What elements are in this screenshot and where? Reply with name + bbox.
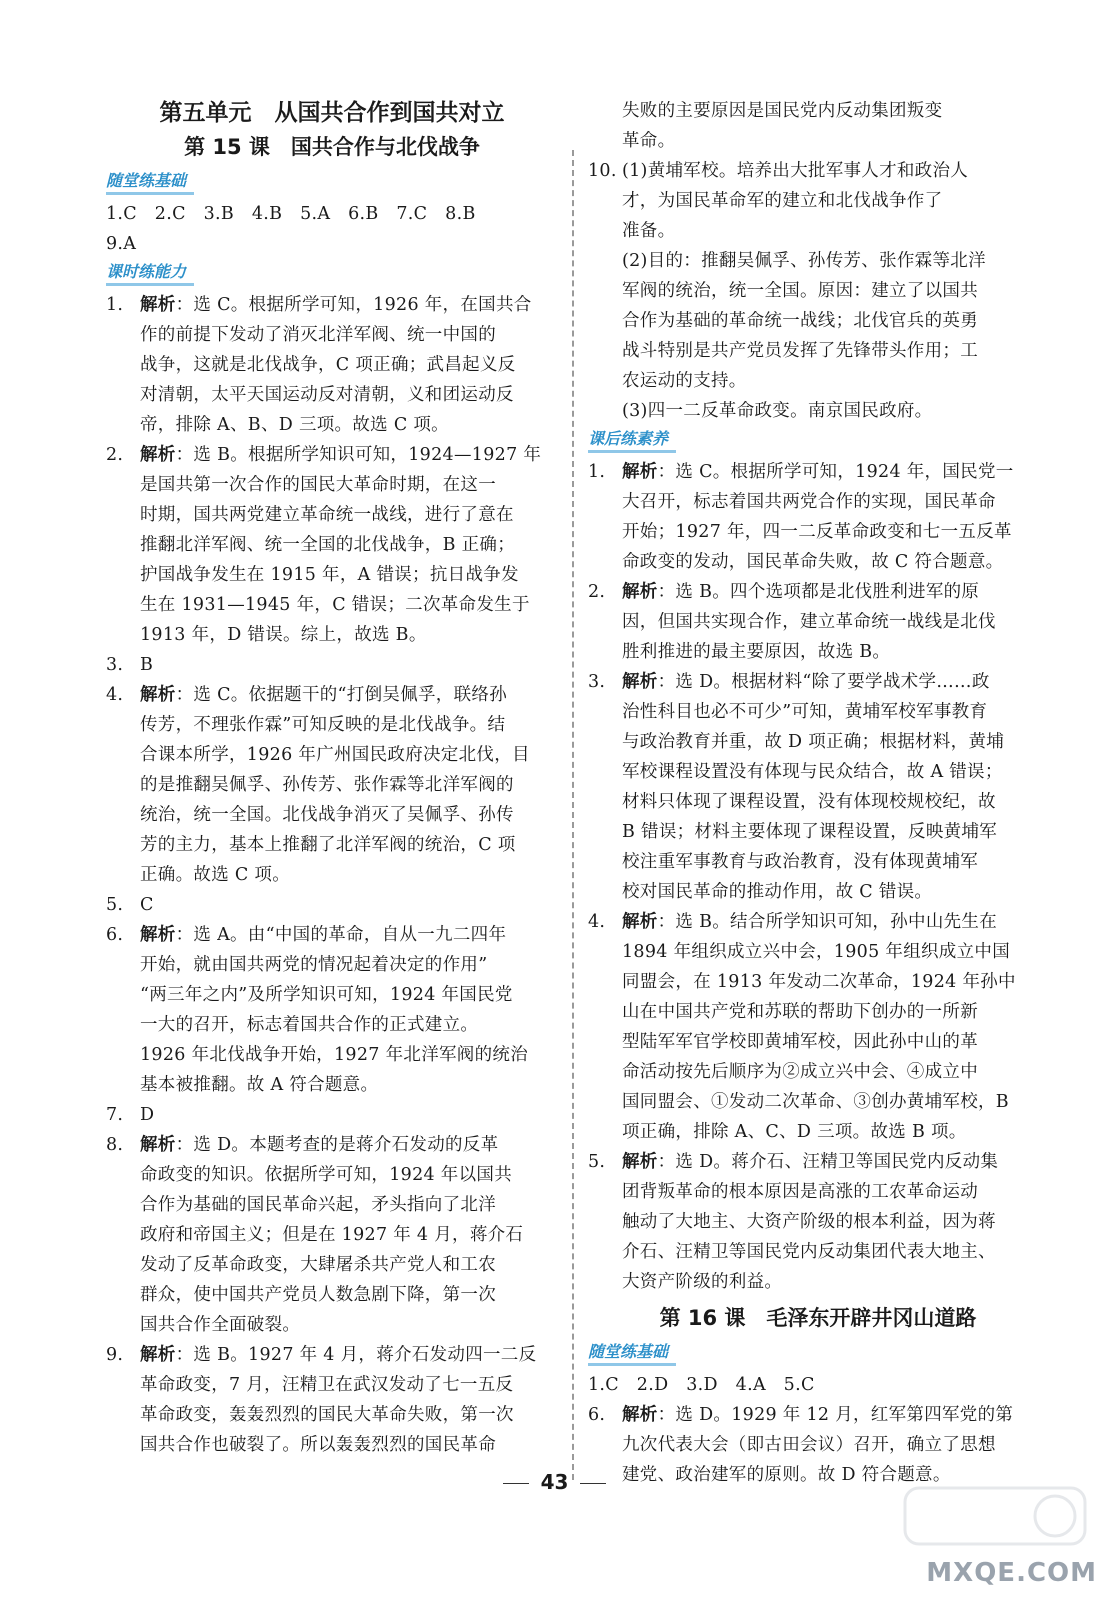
item-text-line: 革命政变，轰轰烈烈的国民大革命失败，第一次: [140, 1405, 514, 1425]
item-number: 6.: [106, 925, 124, 945]
answer-item: [106, 650, 558, 680]
analysis-label: 解析: [140, 445, 176, 465]
answer-item: [588, 1147, 1048, 1177]
item-text-line: 革命政变，7 月，汪精卫在武汉发动了七一五反: [140, 1375, 514, 1395]
answer-item: [106, 1100, 558, 1130]
item-number: 3.: [588, 672, 606, 692]
analysis-label: 解析: [140, 925, 176, 945]
item-text: ：选 D。本题考查的是蒋介石发动的反革: [175, 1135, 499, 1155]
item-text-line: 生在 1931—1945 年，C 错误；二次革命发生于: [140, 595, 530, 615]
continued-line: 革命。: [622, 131, 676, 151]
answer-item: [106, 290, 558, 320]
analysis-label: 解析: [622, 462, 658, 482]
item-text-line: 准备。: [622, 221, 676, 241]
item-text-line: 基本被推翻。故 A 符合题意。: [140, 1075, 379, 1095]
item-text-line: 芳的主力，基本上推翻了北洋军阀的统治，C 项: [140, 835, 516, 855]
item-text-line: 大召开，标志着国共两党合作的实现，国民革命: [622, 492, 996, 512]
item-text-line: 项正确，排除 A、C、D 三项。故选 B 项。: [622, 1122, 967, 1142]
item-number: 3.: [106, 655, 124, 675]
item-text-line: 正确。故选 C 项。: [140, 865, 291, 885]
answer-item: [588, 457, 1048, 487]
item-text-line: 统治，统一全国。北伐战争消灭了吴佩孚、孙传: [140, 805, 514, 825]
item-text-line: 开始；1927 年，四一二反革命政变和七一五反革: [622, 522, 1012, 542]
item-text: C: [140, 895, 154, 915]
item-text-line: 大资产阶级的利益。: [622, 1272, 783, 1292]
item-number: 7.: [106, 1105, 124, 1125]
item-text-line: 对清朝，太平天国运动反对清朝，义和团运动反: [140, 385, 514, 405]
item-text-line: 团背叛革命的根本原因是高涨的工农革命运动: [622, 1182, 978, 1202]
item-text-line: 山在中国共产党和苏联的帮助下创办的一所新: [622, 1002, 978, 1022]
item-text-line: 护国战争发生在 1915 年，A 错误；抗日战争发: [140, 565, 519, 585]
item-text-line: 推翻北洋军阀、统一全国的北伐战争，B 正确；: [140, 535, 516, 555]
item-text-line: 发动了反革命政变，大肆屠杀共产党人和工农: [140, 1255, 496, 1275]
item-text: ：选 C。根据所学可知，1926 年，在国共合: [175, 295, 532, 315]
item-text-line: 国共合作也破裂了。所以轰轰烈烈的国民革命: [140, 1435, 496, 1455]
answer-item: [106, 1340, 558, 1370]
item-text-line: 1913 年，D 错误。综上，故选 B。: [140, 625, 427, 645]
page-number: 43: [540, 1470, 569, 1494]
item-text-line: 军阀的统治，统一全国。原因：建立了以国共: [622, 281, 978, 301]
analysis-label: 解析: [622, 1152, 658, 1172]
item-text-line: 开始，就由国共两党的情况起着决定的作用”: [140, 955, 488, 975]
item-text-line: 传芳，不理张作霖”可知反映的是北伐战争。结: [140, 715, 506, 735]
item-number: 5.: [588, 1152, 606, 1172]
answer-item: [106, 890, 558, 920]
answer-item: [106, 440, 558, 470]
item-text-line: 帝，排除 A、B、D 三项。故选 C 项。: [140, 415, 449, 435]
answer-item: [106, 1130, 558, 1160]
item-text-line: 国共合作全面破裂。: [140, 1315, 301, 1335]
section-heading-ability-practice: 课时练能力: [106, 261, 194, 286]
item-number: 4.: [106, 685, 124, 705]
item-text: B: [140, 655, 154, 675]
item-text-line: “两三年之内”及所学知识可知，1924 年国民党: [140, 985, 513, 1005]
analysis-label: 解析: [140, 1345, 176, 1365]
analysis-label: 解析: [622, 1405, 658, 1425]
item-number: 5.: [106, 895, 124, 915]
item-text: D: [140, 1105, 155, 1125]
item-text-line: 国同盟会、①发动二次革命、③创办黄埔军校，B: [622, 1092, 1009, 1112]
item-text: ：选 C。根据所学可知，1924 年，国民党一: [657, 462, 1014, 482]
item-text-line: 治性科目也必不可少”可知，黄埔军校军事教育: [622, 702, 988, 722]
item-number: 1.: [588, 462, 606, 482]
item-number: 8.: [106, 1135, 124, 1155]
answer-item: [588, 667, 1048, 697]
item-text-line: 的是推翻吴佩孚、孙传芳、张作霖等北洋军阀的: [140, 775, 514, 795]
continued-line: 失败的主要原因是国民党内反动集团叛变: [622, 101, 943, 121]
analysis-label: 解析: [622, 672, 658, 692]
item-number: 2.: [588, 582, 606, 602]
item-number: 10.: [588, 161, 617, 181]
item-text: ：选 D。1929 年 12 月，红军第四军党的第: [657, 1405, 1014, 1425]
after-class-answers: [588, 457, 1048, 1297]
item-number: 2.: [106, 445, 124, 465]
footer-dash: [503, 1483, 529, 1484]
item-text-line: 军校课程设置没有体现与民众结合，故 A 错误；: [622, 762, 1003, 782]
footer-dash: [580, 1483, 606, 1484]
section-heading-basic-practice-16: 随堂练基础: [588, 1341, 676, 1366]
item-text-line: 建党、政治建军的原则。故 D 符合题意。: [622, 1465, 951, 1485]
item-text: ：选 D。蒋介石、汪精卫等国民党内反动集: [657, 1152, 999, 1172]
basic-practice-answers: [106, 199, 558, 259]
answer-item-10: [588, 156, 1048, 426]
ability-practice-answers: [106, 290, 558, 1460]
column-divider: [572, 150, 574, 1480]
item-text-line: 农运动的支持。: [622, 371, 747, 391]
item-text-line: 命政变的知识。依据所学可知，1924 年以国共: [140, 1165, 512, 1185]
right-column: [588, 96, 1048, 1490]
item-text: (1)黄埔军校。培养出大批军事人才和政治人: [622, 161, 969, 181]
item-text-line: (3)四一二反革命政变。南京国民政府。: [622, 401, 933, 421]
item-text: ：选 B。结合所学知识可知，孙中山先生在: [657, 912, 998, 932]
item-text-line: 因，但国共实现合作，建立革命统一战线是北伐: [622, 612, 996, 632]
item-text-line: 与政治教育并重，故 D 项正确；根据材料，黄埔: [622, 732, 1005, 752]
analysis-label: 解析: [622, 582, 658, 602]
analysis-label: 解析: [140, 295, 176, 315]
item-text-line: 1926 年北伐战争开始，1927 年北洋军阀的统治: [140, 1045, 528, 1065]
item-text-line: 战争，这就是北伐战争，C 项正确；武昌起义反: [140, 355, 516, 375]
item-text-line: 一大的召开，标志着国共合作的正式建立。: [140, 1015, 479, 1035]
item-text-line: 校注重军事教育与政治教育，没有体现黄埔军: [622, 852, 978, 872]
item-text-line: 材料只体现了课程设置，没有体现校规校纪，故: [622, 792, 996, 812]
answer-item: [106, 680, 558, 710]
item-text-line: 合作为基础的革命统一战线；北伐官兵的英勇: [622, 311, 978, 331]
watermark-text: MXQE.COM: [926, 1558, 1097, 1588]
lesson-16-title: 第 16 课 毛泽东开辟井冈山道路: [659, 1306, 977, 1330]
item-text: ：选 B。根据所学知识可知，1924—1927 年: [175, 445, 542, 465]
unit-title: 第五单元 从国共合作到国共对立: [159, 100, 505, 126]
analysis-label: 解析: [140, 685, 176, 705]
answer-line: 1.C 2.D 3.D 4.A 5.C: [588, 1375, 815, 1395]
item-text-line: 作的前提下发动了消灭北洋军阀、统一中国的: [140, 325, 496, 345]
item-text-line: 政府和帝国主义；但是在 1927 年 4 月，蒋介石: [140, 1225, 524, 1245]
item-text-line: 型陆军军官学校即黄埔军校，因此孙中山的革: [622, 1032, 978, 1052]
item-text-line: 九次代表大会（即古田会议）召开，确立了思想: [622, 1435, 996, 1455]
item-number: 4.: [588, 912, 606, 932]
answer-line: 9.A: [106, 234, 137, 254]
answer-item: [106, 920, 558, 950]
item-text: ：选 B。四个选项都是北伐胜利进军的原: [657, 582, 980, 602]
item-text-line: 触动了大地主、大资产阶级的根本利益，因为蒋: [622, 1212, 996, 1232]
item-text-line: 是国共第一次合作的国民大革命时期，在这一: [140, 475, 496, 495]
item-text-line: 同盟会，在 1913 年发动二次革命，1924 年孙中: [622, 972, 1016, 992]
item-text-line: (2)目的：推翻吴佩孚、孙传芳、张作霖等北洋: [622, 251, 986, 271]
item-text-line: B 错误；材料主要体现了课程设置，反映黄埔军: [622, 822, 998, 842]
left-column: [106, 96, 558, 1460]
analysis-label: 解析: [622, 912, 658, 932]
answer-item: [588, 577, 1048, 607]
item-text-line: 时期，国共两党建立革命统一战线，进行了意在: [140, 505, 514, 525]
item-text-line: 才，为国民革命军的建立和北伐战争作了: [622, 191, 943, 211]
item-text-line: 胜利推进的最主要原因，故选 B。: [622, 642, 891, 662]
item-number: 6.: [588, 1405, 606, 1425]
item-text-line: 命政变的发动，国民革命失败，故 C 符合题意。: [622, 552, 1004, 572]
item-text: ：选 D。根据材料“除了要学战术学……政: [657, 672, 990, 692]
section-heading-basic-practice: 随堂练基础: [106, 170, 194, 195]
item-text-line: 1894 年组织成立兴中会，1905 年组织成立中国: [622, 942, 1010, 962]
item-number: 1.: [106, 295, 124, 315]
item-number: 9.: [106, 1345, 124, 1365]
answer-item: [588, 907, 1048, 937]
item-text-line: 介石、汪精卫等国民党内反动集团代表大地主、: [622, 1242, 996, 1262]
section-heading-after-class: 课后练素养: [588, 428, 676, 453]
answer-item: [588, 156, 1048, 186]
item-text-line: 战斗特别是共产党员发挥了先锋带头作用；工: [622, 341, 978, 361]
item-text-line: 命活动按先后顺序为②成立兴中会、④成立中: [622, 1062, 978, 1082]
item-text-line: 合作为基础的国民革命兴起，矛头指向了北洋: [140, 1195, 496, 1215]
item-text-line: 群众，使中国共产党员人数急剧下降，第一次: [140, 1285, 496, 1305]
answer-item: [588, 1400, 1048, 1430]
item-text-line: 合课本所学，1926 年广州国民政府决定北伐，目: [140, 745, 530, 765]
item-text: ：选 A。由“中国的革命，自从一九二四年: [175, 925, 507, 945]
item-text: ：选 B。1927 年 4 月，蒋介石发动四一二反: [175, 1345, 537, 1365]
answer-line: 1.C 2.C 3.B 4.B 5.A 6.B 7.C 8.B: [106, 204, 476, 224]
lesson-15-title: 第 15 课 国共合作与北伐战争: [184, 135, 480, 159]
analysis-label: 解析: [140, 1135, 176, 1155]
item-text-line: 校对国民革命的推动作用，故 C 错误。: [622, 882, 933, 902]
item-text: ：选 C。依据题干的“打倒吴佩孚，联络孙: [175, 685, 508, 705]
